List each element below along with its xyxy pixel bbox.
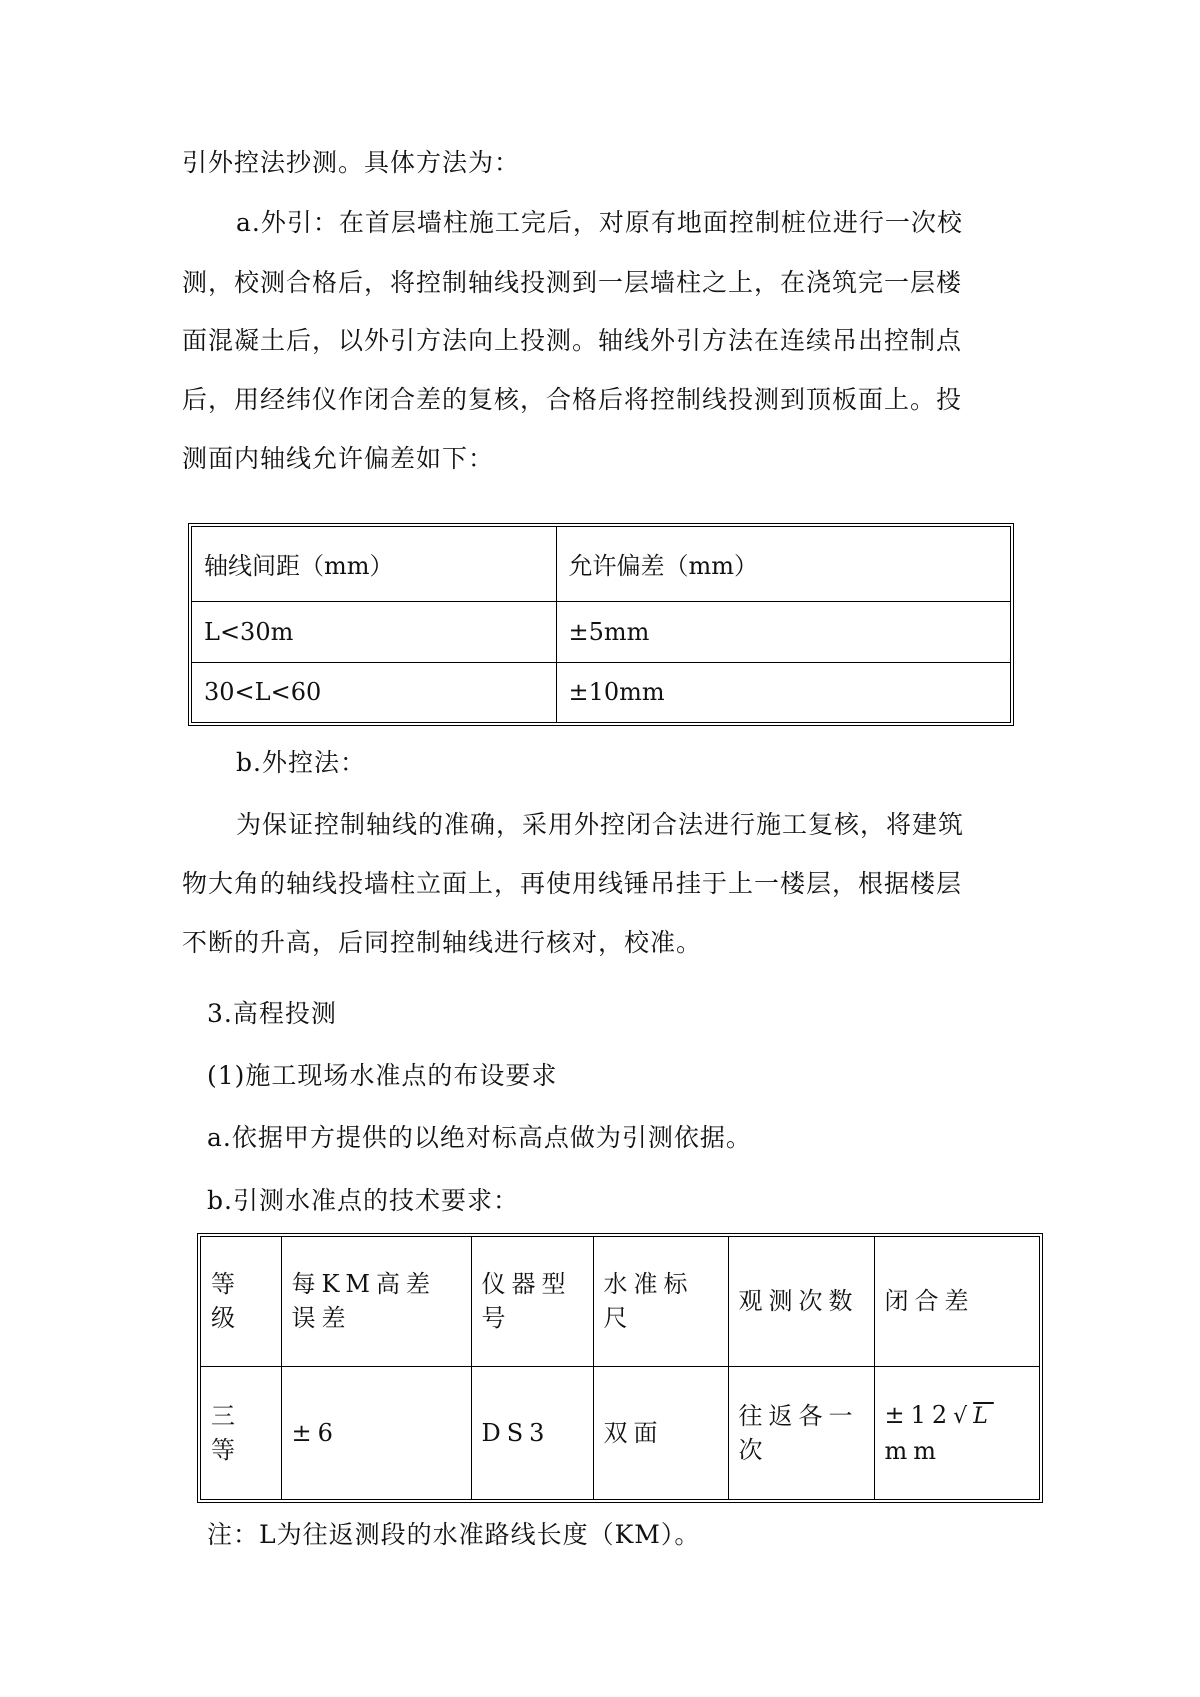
paragraph-line: 不断的升高，后同控制轴线进行核对，校准。	[182, 928, 703, 957]
axis-deviation-table	[188, 523, 1014, 726]
table-header-cell: 闭合差	[874, 1237, 1039, 1366]
closure-prefix: ±12	[884, 1400, 954, 1429]
table-row	[201, 1366, 1039, 1499]
table-cell: L<30m	[192, 601, 556, 662]
paragraph-line: 后，用经纬仪作闭合差的复核，合格后将控制线投测到顶板面上。投	[182, 385, 963, 414]
table-header-cell: 观测次数	[728, 1237, 874, 1366]
table-cell: 30<L<60	[192, 662, 556, 722]
subsection-heading: (1)施工现场水准点的布设要求	[207, 1061, 558, 1090]
paragraph-line: 面混凝土后，以外引方法向上投测。轴线外引方法在连续吊出控制点	[182, 326, 963, 355]
paragraph-line: b.引测水准点的技术要求：	[207, 1186, 519, 1215]
table-note: 注：L为往返测段的水准路线长度（KM）。	[207, 1520, 701, 1549]
table-cell	[874, 1366, 1039, 1499]
paragraph-line: 测面内轴线允许偏差如下：	[182, 444, 495, 473]
closure-variable: L	[973, 1403, 994, 1429]
paragraph-line: a.外引：在首层墙柱施工完后，对原有地面控制桩位进行一次校	[236, 208, 963, 237]
paragraph-line: a.依据甲方提供的以绝对标高点做为引测依据。	[207, 1123, 752, 1152]
section-heading: 3.高程投测	[207, 999, 337, 1028]
table-cell: 双面	[593, 1366, 728, 1499]
sqrt-icon: √L	[953, 1403, 994, 1429]
table-cell: ±5mm	[556, 601, 1010, 662]
paragraph-line: 测，校测合格后，将控制轴线投测到一层墙柱之上，在浇筑完一层楼	[182, 268, 963, 297]
table-cell: 三等	[201, 1366, 281, 1499]
table-header-cell: 轴线间距（mm）	[192, 527, 556, 601]
table-header-row	[192, 527, 1010, 601]
table-cell: DS3	[471, 1366, 593, 1499]
leveling-requirements-table	[197, 1233, 1043, 1503]
paragraph-line: b.外控法：	[236, 748, 366, 777]
table-cell: ±10mm	[556, 662, 1010, 722]
table-row	[192, 601, 1010, 662]
paragraph-line: 引外控法抄测。具体方法为：	[182, 148, 521, 177]
table-row	[192, 662, 1010, 722]
table-header-cell: 水准标尺	[593, 1237, 728, 1366]
table-header-cell: 允许偏差（mm）	[556, 527, 1010, 601]
table-header-cell: 仪器型号	[471, 1237, 593, 1366]
table-header-row	[201, 1237, 1039, 1366]
closure-unit: mm	[884, 1436, 943, 1465]
table-cell: ±6	[281, 1366, 471, 1499]
table-header-cell: 每KM高差误差	[281, 1237, 471, 1366]
paragraph-line: 为保证控制轴线的准确，采用外控闭合法进行施工复核，将建筑	[236, 810, 965, 839]
table-cell: 往返各一次	[728, 1366, 874, 1499]
paragraph-line: 物大角的轴线投墙柱立面上，再使用线锤吊挂于上一楼层，根据楼层	[182, 869, 963, 898]
table-header-cell: 等级	[201, 1237, 281, 1366]
